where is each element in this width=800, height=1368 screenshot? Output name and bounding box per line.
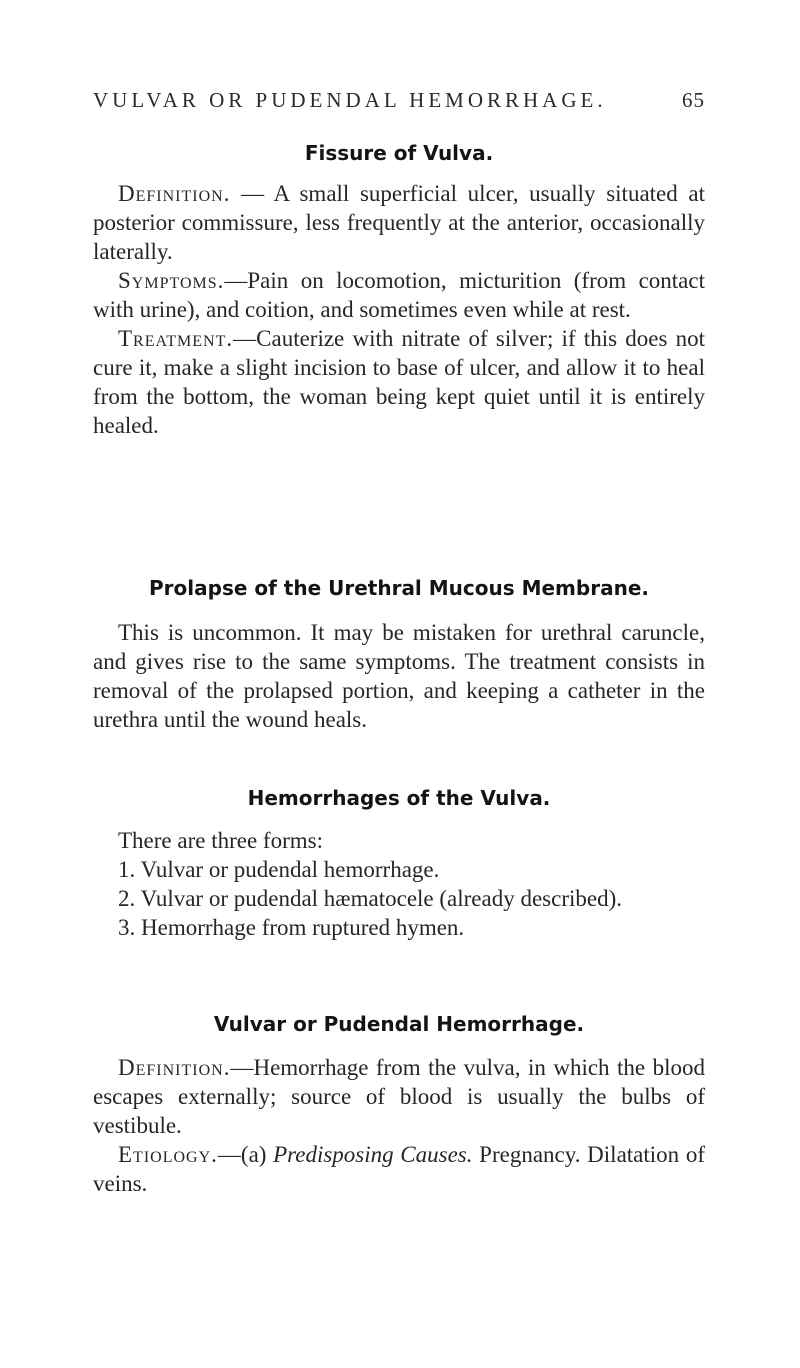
- definition-term: Definition.: [118, 1055, 231, 1080]
- heading-hemorrhages-of-vulva: Hemorrhages of the Vulva.: [247, 786, 551, 810]
- running-head-title: VULVAR OR PUDENDAL HEMORRHAGE.: [93, 88, 607, 112]
- pudendal-section: [93, 1053, 705, 1198]
- hemorrhages-intro: There are three forms:: [118, 828, 323, 853]
- heading-vulvar-pudendal-hemorrhage: Vulvar or Pudendal Hemorrhage.: [213, 1012, 585, 1036]
- fissure-treatment: [93, 324, 705, 440]
- page-number: 65: [682, 88, 705, 112]
- treatment-term: Treatment.: [118, 326, 234, 351]
- etiology-text-b: Pregnancy. Dilatation of veins.: [93, 1142, 705, 1196]
- heading-prolapse-urethral: Prolapse of the Urethral Mucous Membrane.: [149, 576, 649, 600]
- definition-text: —Hemorrhage from the vulva, in which the blood escapes externally; source of blood is usually the bulbs of vestibule.: [93, 1055, 705, 1138]
- definition-term: Definition.: [118, 181, 231, 206]
- hemorrhages-section: [93, 826, 705, 942]
- pudendal-definition: [93, 1053, 705, 1140]
- prolapse-text: This is uncommon. It may be mistaken for urethral caruncle, and gives rise to the same symptoms. The treatment consists in removal of the prolapsed portion, and keeping a catheter in the urethra until the wound heals.: [93, 620, 705, 732]
- definition-text: — A small superficial ulcer, usually situated at posterior commissure, less frequently at the anterior, occasionally laterally.: [93, 181, 705, 264]
- etiology-text-a: —(a): [217, 1142, 274, 1167]
- symptoms-text: —Pain on locomotion, micturition (from contact with urine), and coition, and sometimes even while at rest.: [93, 268, 705, 322]
- treatment-text: —Cauterize with nitrate of silver; if this does not cure it, make a slight incision to base of ulcer, and allow it to heal from the bottom, the woman being kept quiet until it is entirely healed.: [93, 326, 705, 438]
- prolapse-section: [93, 618, 705, 734]
- hemorrhage-form-item: 1. Vulvar or pudendal hemorrhage.: [118, 857, 440, 882]
- hemorrhage-form-item: 2. Vulvar or pudendal hæmatocele (already described).: [118, 886, 623, 911]
- pudendal-etiology: [93, 1140, 705, 1198]
- heading-fissure-of-vulva: Fissure of Vulva.: [304, 141, 494, 165]
- fissure-symptoms: [93, 266, 705, 324]
- etiology-term: Etiology.: [118, 1142, 218, 1167]
- etiology-italic: Predisposing Causes.: [273, 1142, 473, 1167]
- symptoms-term: Symptoms.: [118, 268, 225, 293]
- running-head: [93, 88, 705, 113]
- fissure-section: [93, 179, 705, 440]
- fissure-definition: [93, 179, 705, 266]
- hemorrhage-form-item: 3. Hemorrhage from ruptured hymen.: [118, 915, 465, 940]
